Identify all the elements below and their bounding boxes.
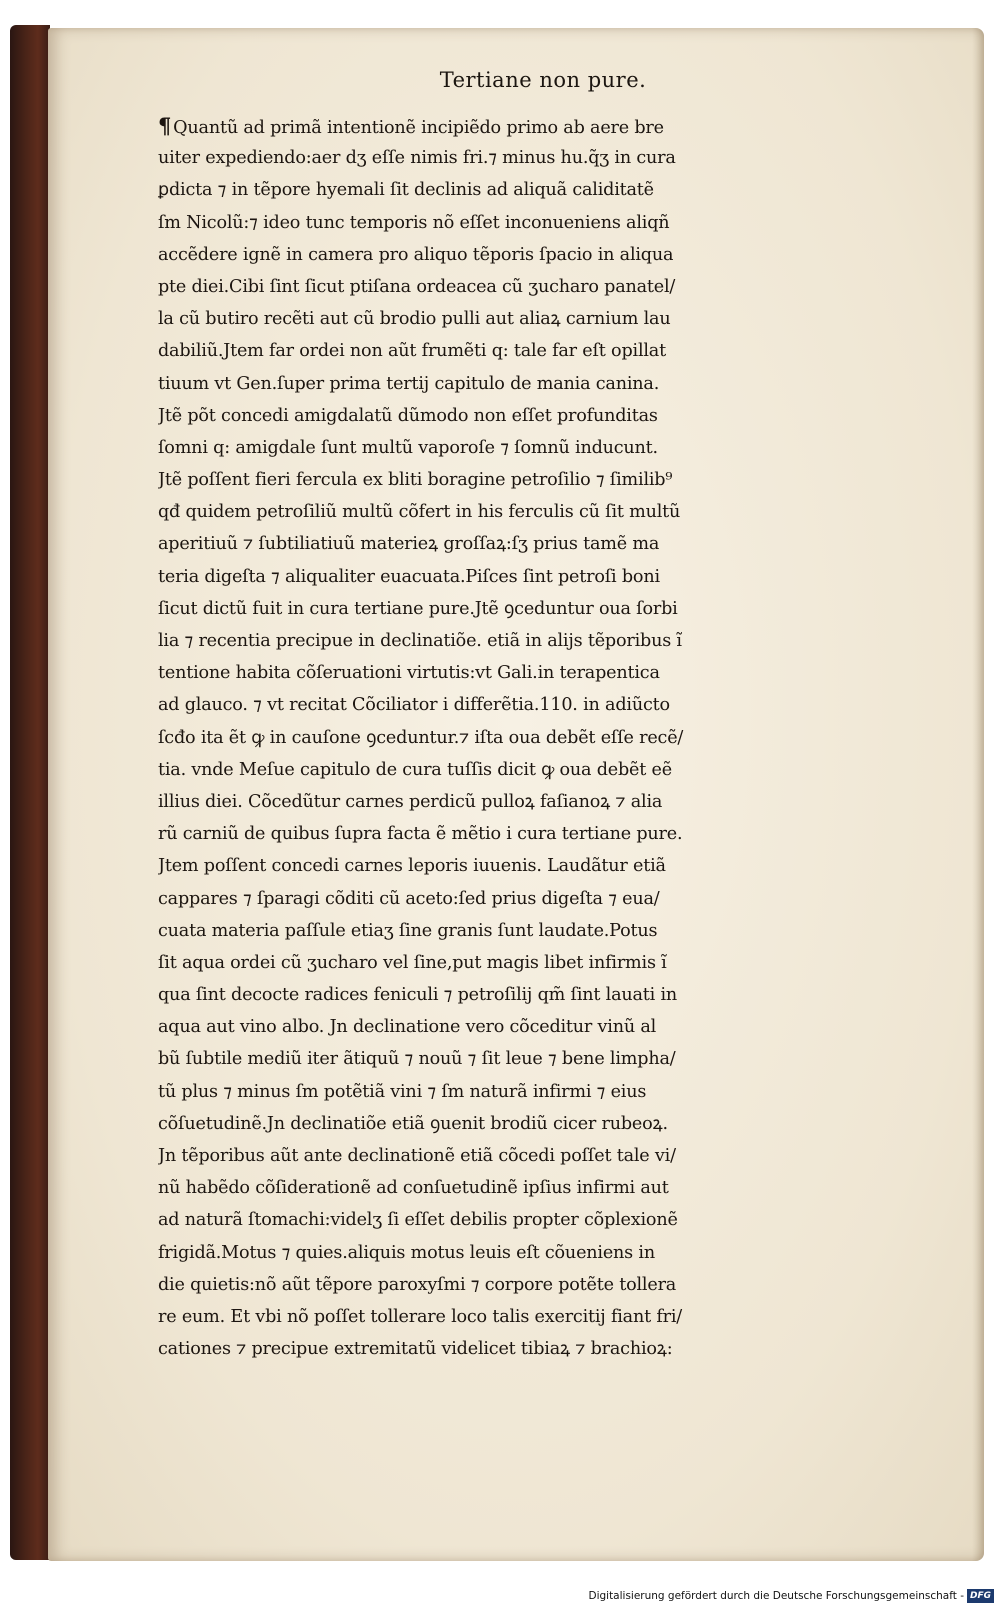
text-line-content: teria digeſta ⁊ aliqualiter euacuata.Piſces ſint petroſi boni: [158, 566, 660, 587]
book-binding: [10, 25, 50, 1560]
text-line: [158, 432, 903, 464]
text-line: [158, 818, 903, 850]
text-line: [158, 561, 903, 593]
text-line-content: la cũ butiro recẽti aut cũ brodio pulli aut aliaꝝ carnium lau: [158, 309, 671, 330]
text-line-content: ad naturã ſtomachi:videlʒ ſi eſſet debilis propter cõplexionẽ: [158, 1210, 678, 1231]
text-line-content: aperitiuũ ⁊ ſubtiliatiuũ materieꝝ groſſaꝝ:ſʒ prius tamẽ ma: [158, 534, 660, 555]
text-line: [158, 850, 903, 882]
text-line-content: Jn tẽporibus aũt ante declinationẽ etiã cõcedi poſſet tale vi/: [158, 1146, 676, 1166]
text-line-content: Quantũ ad primã intentionẽ incipiẽdo primo ab aere bre: [173, 118, 664, 138]
text-line: [158, 1204, 903, 1236]
text-line: [158, 1043, 903, 1075]
text-line-content: lia ⁊ recentia precipue in declinatiõe. etiã in alijs tẽporibus ĩ: [158, 631, 682, 651]
text-line: [158, 207, 903, 239]
text-line-content: aqua aut vino albo. Jn declinatione vero cõceditur vinũ al: [158, 1017, 657, 1038]
paragraph-mark-icon: ¶: [158, 113, 172, 138]
text-line: [158, 1269, 903, 1301]
text-line-content: Jtẽ põt concedi amigdalatũ dũmodo non eſſet profunditas: [158, 405, 658, 426]
text-line-content: uiter expediendo:aer dʒ eſſe nimis fri.⁊ minus hu.q̃ʒ in cura: [158, 148, 676, 169]
text-line: [158, 528, 903, 560]
text-line: [158, 174, 903, 206]
text-line-content: ſcđo ita ẽt ꝙ in cauſone ꝯceduntur.⁊ iſta oua debẽt eſſe recẽ/: [158, 727, 684, 748]
text-line: [158, 1140, 903, 1172]
funding-credit: Digitalisierung gefördert durch die Deutsche Forschungsgemeinschaft -: [588, 1590, 964, 1602]
text-line: [158, 593, 903, 625]
text-line-content: ſit aqua ordei cũ ʒucharo vel ſine,put magis libet infirmis ĩ: [158, 952, 667, 973]
text-line-content: nũ habẽdo cõſiderationẽ ad conſuetudinẽ ipſius infirmi aut: [158, 1178, 669, 1199]
text-line-content: ꝑdicta ⁊ in tẽpore hyemali ſit declinis ad aliquã caliditatẽ: [158, 180, 654, 201]
text-line-content: accẽdere ignẽ in camera pro aliquo tẽporis ſpacio in aliqua: [158, 244, 674, 265]
text-line-content: ſm Nicolũ:⁊ ideo tunc temporis nõ eſſet inconueniens aliqñ: [158, 212, 670, 233]
text-line: [158, 464, 903, 496]
text-line-content: die quietis:nõ aũt tẽpore paroxyſmi ⁊ corpore potẽte tollera: [158, 1274, 677, 1295]
text-line: [158, 1011, 903, 1043]
page-edge: [972, 28, 984, 1561]
running-head: Tertiane non pure.: [439, 68, 647, 92]
text-line: [158, 142, 903, 174]
text-line: [158, 1333, 903, 1365]
text-block: [158, 110, 903, 1365]
text-line-content: bũ ſubtile mediũ iter ãtiquũ ⁊ nouũ ⁊ ſit leue ⁊ bene limpha/: [158, 1049, 676, 1070]
text-line: [158, 303, 903, 335]
text-line: [158, 915, 903, 947]
text-line-content: rũ carniũ de quibus ſupra facta ẽ mẽtio i cura tertiane pure.: [158, 824, 683, 845]
text-line: [158, 110, 903, 142]
text-line: [158, 786, 903, 818]
text-line-content: cappares ⁊ ſparagi cõditi cũ aceto:ſed prius digeſta ⁊ eua/: [158, 888, 660, 909]
text-line: [158, 1076, 903, 1108]
text-line-content: tia. vnde Meſue capitulo de cura tuſſis dicit ꝙ oua debẽt eẽ: [158, 759, 672, 780]
text-line-content: dabiliũ.Jtem far ordei non aũt frumẽti q: tale far eſt opillat: [158, 341, 666, 362]
text-line: [158, 368, 903, 400]
text-line-content: cõſuetudinẽ.Jn declinatiõe etiã ꝯuenit brodiũ cicer rubeoꝝ.: [158, 1113, 668, 1134]
text-line: [158, 1108, 903, 1140]
text-line: [158, 1301, 903, 1333]
text-line-content: tentione habita cõſeruationi virtutis:vt Gali.in terapentica: [158, 663, 660, 684]
text-line: [158, 239, 903, 271]
text-line-content: pte diei.Cibi ſint ſicut ptiſana ordeacea cũ ʒucharo panatel/: [158, 276, 676, 297]
text-line-content: frigidã.Motus ⁊ quies.aliquis motus leuis eſt cõueniens in: [158, 1242, 655, 1263]
text-line-content: ad glauco. ⁊ vt recitat Cõciliator i differẽtia.110. in adiũcto: [158, 695, 670, 716]
text-line: [158, 335, 903, 367]
digitization-footer: [0, 1585, 1000, 1609]
text-line: [158, 625, 903, 657]
text-line: [158, 271, 903, 303]
text-line-content: re eum. Et vbi nõ poſſet tollerare loco talis exercitij fiant fri/: [158, 1306, 683, 1327]
text-line-content: tũ plus ⁊ minus ſm potẽtiã vini ⁊ ſm naturã infirmi ⁊ eius: [158, 1081, 647, 1102]
text-line: [158, 754, 903, 786]
text-line-content: cuata materia paſſule etiaʒ ſine granis ſunt laudate.Potus: [158, 920, 658, 941]
text-line-content: ſicut dictũ fuit in cura tertiane pure.Jtẽ ꝯceduntur oua ſorbi: [158, 598, 678, 619]
text-line: [158, 657, 903, 689]
dfg-logo: DFG: [967, 1589, 994, 1603]
text-line: [158, 1172, 903, 1204]
text-line: [158, 689, 903, 721]
text-line: [158, 496, 903, 528]
text-line-content: ſomni q: amigdale ſunt multũ vaporoſe ⁊ ſomnũ inducunt.: [158, 437, 658, 458]
text-line-content: qđ quidem petroſiliũ multũ cõfert in his ferculis cũ ſit multũ: [158, 502, 681, 523]
text-line-content: cationes ⁊ precipue extremitatũ videlicet tibiaꝝ ⁊ brachioꝝ:: [158, 1339, 673, 1360]
text-line: [158, 400, 903, 432]
text-line-content: illius diei. Cõcedũtur carnes perdicũ pulloꝝ faſianoꝝ ⁊ alia: [158, 791, 663, 812]
text-line-content: tiuum vt Gen.ſuper prima tertij capitulo de mania canina.: [158, 373, 660, 394]
text-line-content: Jtem poſſent concedi carnes leporis iuuenis. Laudãtur etiã: [158, 856, 666, 877]
text-line-content: Jtẽ poſſent fieri fercula ex bliti boragine petroſilio ⁊ ſimilib⁹: [158, 470, 673, 491]
text-line: [158, 883, 903, 915]
text-line: [158, 947, 903, 979]
text-line-content: qua ſint decocte radices feniculi ⁊ petroſilij qm̃ ſint lauati in: [158, 985, 678, 1006]
text-line: [158, 722, 903, 754]
text-line: [158, 1237, 903, 1269]
text-line: [158, 979, 903, 1011]
